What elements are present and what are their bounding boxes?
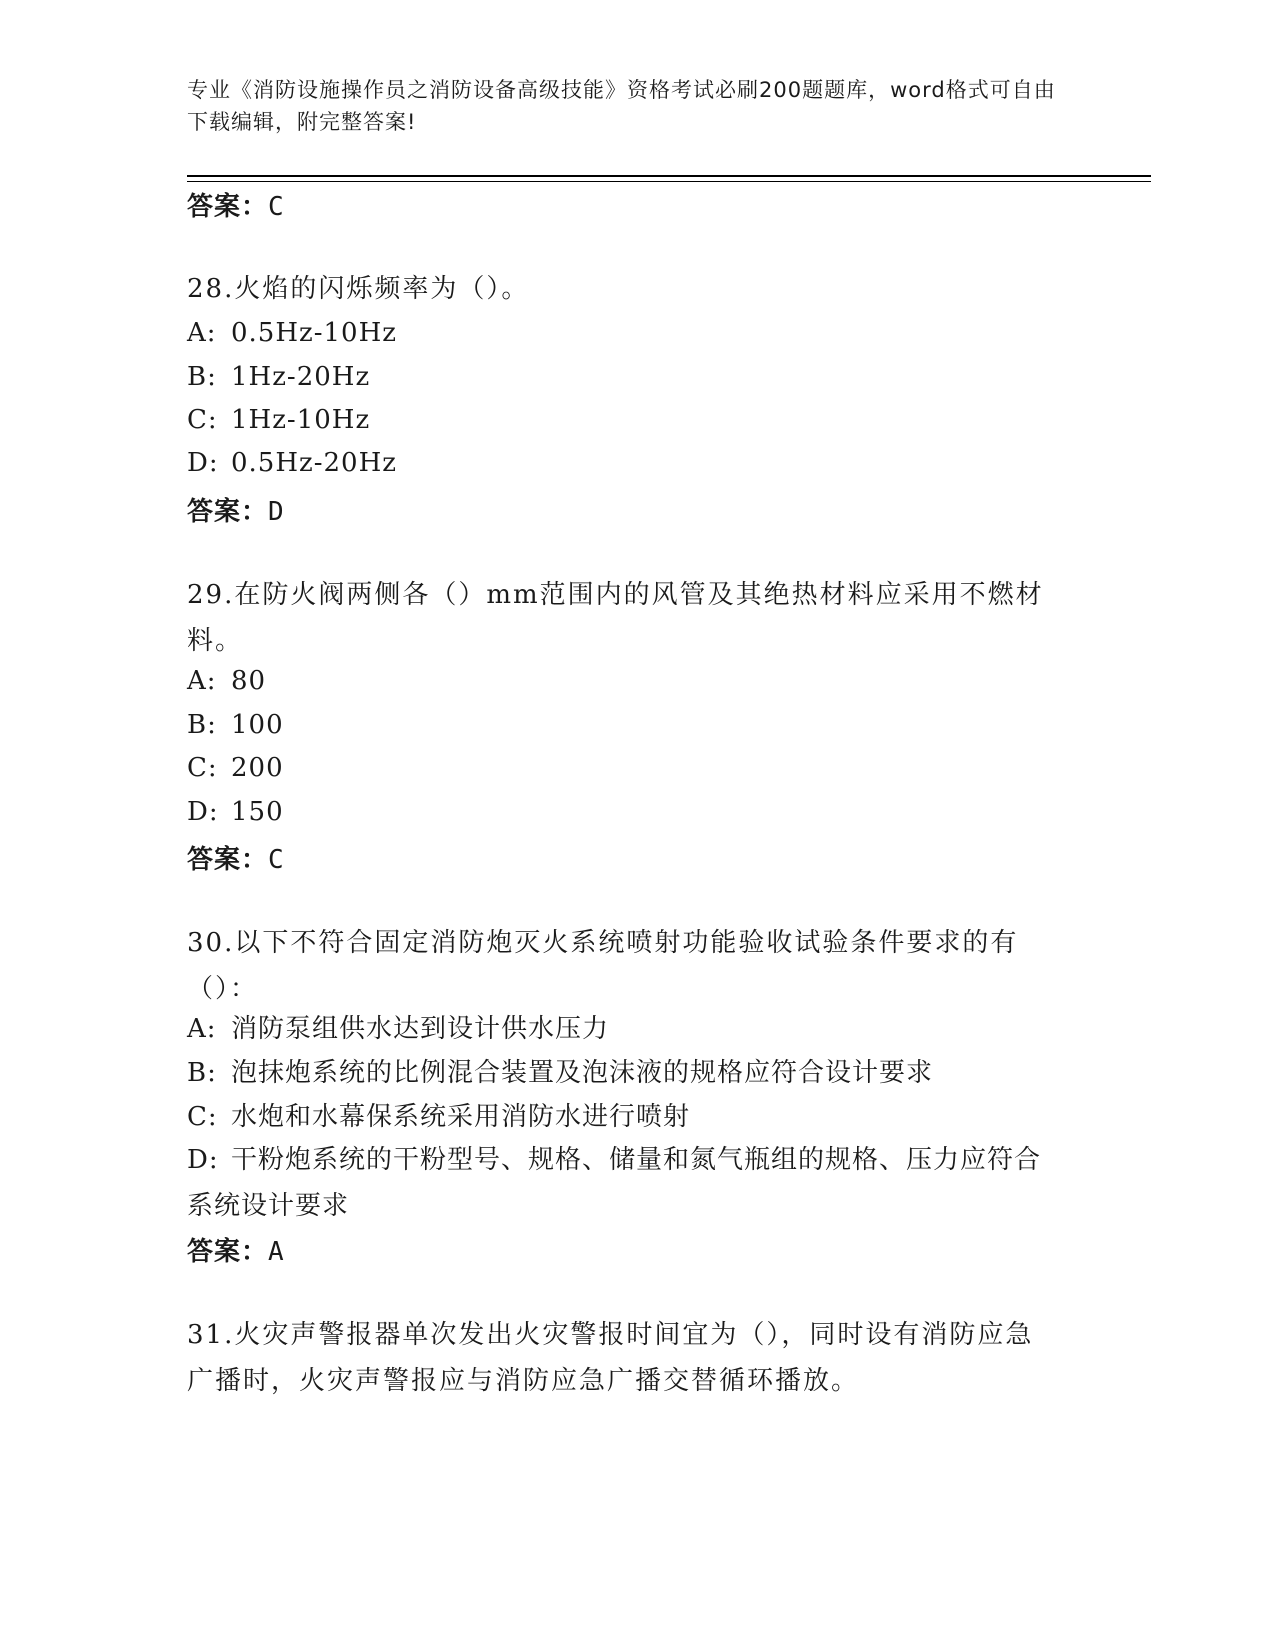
option-text: 干粉炮系统的干粉型号、规格、储量和氮气瓶组的规格、压力应符合系统设计要求	[187, 1145, 1042, 1221]
answer-label: 答案：	[187, 192, 269, 222]
question-30-stem: 30.以下不符合固定消防炮灭火系统喷射功能验收试验条件要求的有（）：	[187, 928, 1019, 1004]
option-key: A:	[187, 318, 217, 348]
answer-label: 答案：	[187, 1237, 269, 1267]
question-28-option-d	[187, 440, 1087, 486]
option-text: 0.5Hz-20Hz	[231, 448, 397, 478]
option-key: C:	[187, 405, 218, 435]
option-key: D:	[187, 797, 219, 827]
option-text: 水炮和水幕保系统采用消防水进行喷射	[231, 1102, 691, 1132]
answer-value: C	[268, 192, 285, 222]
answer-label: 答案：	[187, 497, 269, 527]
question-29-option-d	[187, 789, 1087, 835]
question-30-option-d	[187, 1137, 1047, 1229]
question-28-option-a	[187, 310, 1087, 356]
question-29-option-b	[187, 702, 1087, 748]
question-30-option-b	[187, 1050, 1087, 1096]
option-key: B:	[187, 1058, 217, 1088]
question-29-stem: 29.在防火阀两侧各（）mm范围内的风管及其绝热材料应采用不燃材料。	[187, 580, 1044, 656]
option-text: 150	[231, 797, 284, 827]
option-text: 泡抹炮系统的比例混合装置及泡沫液的规格应符合设计要求	[231, 1058, 934, 1088]
question-29-option-c	[187, 745, 1087, 791]
answer-value: A	[268, 1237, 285, 1267]
question-31-stem: 31.火灾声警报器单次发出火灾警报时间宜为（），同时设有消防应急广播时，火灾声警报应与消防应急广播交替循环播放。	[187, 1320, 1034, 1396]
answer-value: D	[268, 497, 285, 527]
question-29-answer	[187, 839, 285, 876]
question-30-answer	[187, 1231, 285, 1268]
option-key: B:	[187, 362, 217, 392]
option-key: C:	[187, 1102, 218, 1132]
header-divider-thin	[187, 181, 1151, 182]
answer-label: 答案：	[187, 845, 269, 875]
option-text: 80	[231, 666, 267, 696]
question-28-answer	[187, 491, 285, 528]
question-29-option-a	[187, 658, 1087, 704]
option-text: 200	[231, 753, 284, 783]
document-header: 专业《消防设施操作员之消防设备高级技能》资格考试必刷200题题库，word格式可自由下载编辑，附完整答案!	[187, 78, 1056, 134]
option-text: 消防泵组供水达到设计供水压力	[231, 1014, 610, 1044]
question-30-option-a	[187, 1006, 1087, 1052]
header-divider	[187, 175, 1151, 177]
option-text: 1Hz-20Hz	[231, 362, 371, 392]
question-28-stem: 28.火焰的闪烁频率为（）。	[187, 274, 530, 304]
answer-prev	[187, 186, 285, 223]
option-text: 100	[231, 710, 284, 740]
option-key: A:	[187, 1014, 217, 1044]
option-key: D:	[187, 448, 219, 478]
option-key: B:	[187, 710, 217, 740]
question-28-option-c	[187, 397, 1087, 443]
option-key: D:	[187, 1145, 219, 1175]
option-text: 1Hz-10Hz	[231, 405, 371, 435]
option-key: C:	[187, 753, 218, 783]
question-28-option-b	[187, 354, 1087, 400]
question-30-option-c	[187, 1094, 1087, 1140]
option-key: A:	[187, 666, 217, 696]
option-text: 0.5Hz-10Hz	[231, 318, 397, 348]
answer-value: C	[268, 845, 285, 875]
